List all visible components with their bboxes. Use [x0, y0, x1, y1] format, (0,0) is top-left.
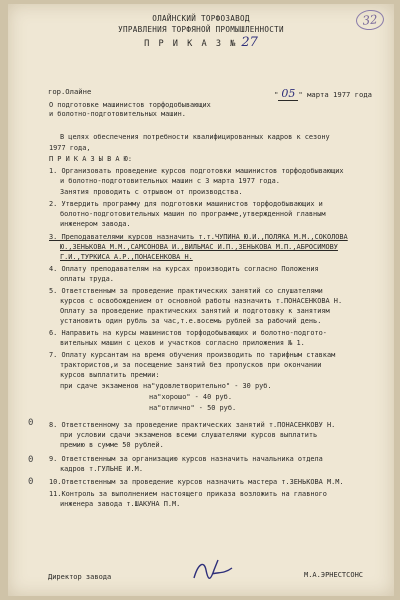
body-line: вительных машин с цехов и участков согласно приложения № 1.	[60, 339, 305, 347]
item-4: 4. Оплату преподавателям на курсах производить согласно Положения	[49, 265, 319, 273]
body-line: В целях обеспечения потребности квалифицированных кадров к сезону	[60, 133, 330, 141]
body-line: трактористов,и за посещение занятий без пропусков при окончании	[60, 361, 322, 369]
margin-mark: 0	[28, 477, 34, 487]
body-line: Занятия проводить с отрывом от производства.	[60, 188, 243, 196]
date-day: 05	[278, 87, 298, 101]
document-page	[8, 4, 394, 596]
item-8: 8. Ответственному за проведение практических занятий т.ПОНАСЕНКОВУ Н.	[49, 421, 336, 429]
body-line: Ю.,ЗЕНЬКОВА М.М.,САМСОНОВА И.,ВИЛЬМАС И.П.,ЗЕНЬКОВА М.П.,АБРОСИМОВУ	[60, 243, 338, 251]
item-2: 2. Утвердить программу для подготовки машинистов торфодобывающих и	[49, 200, 323, 208]
body-line: курсов с освобождением от основной работы назначить т.ПОНАСЕНКОВА Н.	[60, 297, 343, 305]
director-name: М.А.ЭРНЕСТСОНС	[304, 571, 364, 579]
premium-line: на"отлично" - 50 руб.	[149, 404, 237, 412]
item-5: 5. Ответственным за проведение практических занятий со слушателями	[49, 287, 323, 295]
order-title	[8, 35, 394, 50]
org-department: УПРАВЛЕНИЯ ТОРФЯНОЙ ПРОМЫШЛЕННОСТИ	[118, 25, 284, 34]
order-label: П Р И К А З №	[144, 39, 238, 49]
order-date: " 05 " марта 1977 года	[274, 87, 372, 100]
body-line: и болотно-подготовительных машин с 3 марта 1977 года.	[60, 177, 280, 185]
margin-mark: 0	[28, 455, 34, 465]
margin-mark: 0	[28, 418, 34, 428]
body-line: 1977 года,	[49, 144, 91, 152]
order-number: 27	[241, 35, 258, 50]
body-line: инженером завода.	[60, 220, 131, 228]
item-9: 9. Ответственным за организацию курсов назначить начальника отдела	[49, 455, 323, 463]
premium-line: при сдаче экзаменов на"удовлетворительно" - 30 руб.	[60, 382, 272, 390]
subject-line-1: О подготовке машинистов торфодобывающих	[49, 101, 211, 109]
subject-line-2: и болотно-подготовительных машин.	[49, 110, 186, 118]
body-line: установить один рубль за час,т.е.восемь рублей за рабочий день.	[60, 317, 322, 325]
body-line: Г.И.,ТУРКИСА А.Р.,ПОНАСЕНКОВА Н.	[60, 253, 193, 261]
body-line: курсов выплатить премии:	[60, 371, 160, 379]
org-name: ОЛАЙНСКИЙ ТОРФОЗАВОД	[152, 14, 250, 23]
body-line: при условии сдачи экзаменов всеми слушателями курсов выплатить	[60, 431, 318, 439]
item-7: 7. Оплату курсантам на время обучения производить по тарифным ставкам	[49, 351, 336, 359]
body-line: инженера завода т.ШАКУНА П.М.	[60, 500, 181, 508]
place: гор.Олайне	[48, 87, 92, 96]
body-line: кадров т.ГУЛЬНЕ И.М.	[60, 465, 143, 473]
item-1: 1. Организовать проведение курсов подготовки машинистов торфодобывающих	[49, 167, 344, 175]
director-label: Директор завода	[48, 573, 112, 581]
date-rest: марта 1977 года	[307, 90, 372, 99]
body-line: Оплату за проведение практических занятий и подготовку к занятиям	[60, 307, 330, 315]
item-3: 3. Преподавателями курсов назначить т.т.ЧУПИНА Ю.И.,ПОЛЯКА М.М.,СОКОЛОВА	[49, 233, 348, 241]
body-line: премию в сумме 50 рублей.	[60, 441, 164, 449]
prikazyvayu: П Р И К А З Ы В А Ю:	[49, 155, 132, 163]
item-11: 11.Контроль за выполнением настоящего приказа возложить на главного	[49, 490, 327, 498]
item-6: 6. Направить на курсы машинистов торфодобывающих и болотно-подгото-	[49, 329, 327, 337]
item-10: 10.Ответственным за проведение курсов назначить мастера т.ЗЕНЬКОВА М.М.	[49, 478, 344, 486]
handwritten-signature	[188, 556, 238, 586]
body-line: болотно-подготовительных машин по программе,утвержденной главным	[60, 210, 326, 218]
body-line: оплаты труда.	[60, 275, 114, 283]
archive-number: 32	[355, 9, 385, 32]
premium-line: на"хорошо" - 40 руб.	[149, 393, 232, 401]
